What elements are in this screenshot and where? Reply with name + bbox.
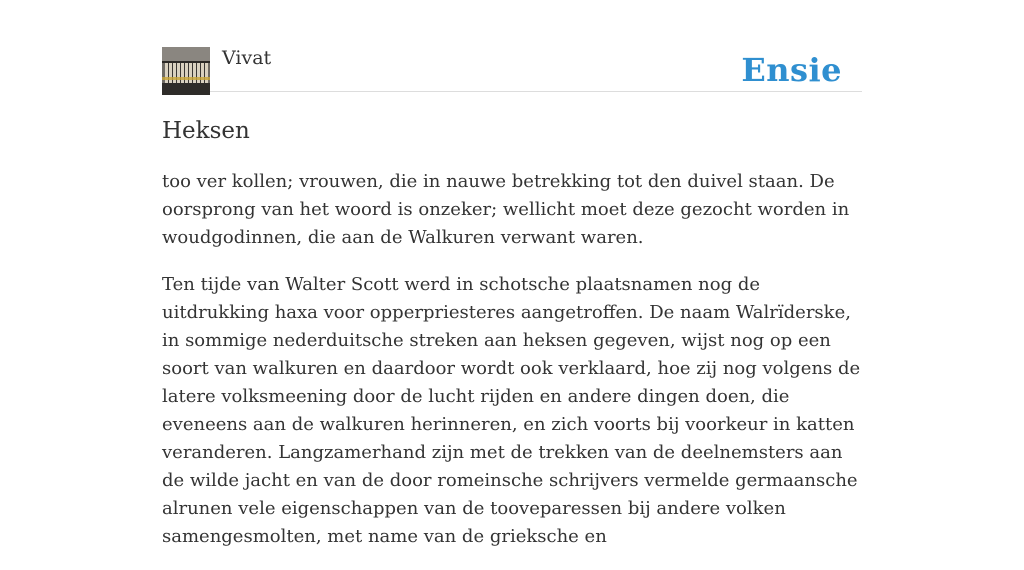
author-avatar[interactable] bbox=[162, 47, 210, 95]
article-body bbox=[162, 168, 862, 570]
header bbox=[162, 0, 862, 92]
site-logo[interactable]: Ensie bbox=[741, 51, 842, 89]
article-paragraph: too ver kollen; vrouwen, die in nauwe betrekking tot den duivel staan. De oorsprong van het woord is onzeker; wellicht moet deze gezocht worden in woudgodinnen, die aan de Walkuren verwant waren. bbox=[162, 171, 850, 248]
article-page bbox=[162, 0, 862, 547]
article-title: Heksen bbox=[162, 118, 250, 144]
bookshelf-avatar-image bbox=[162, 47, 210, 95]
author-name[interactable]: Vivat bbox=[222, 47, 272, 69]
article-paragraph: Ten tijde van Walter Scott werd in schotsche plaatsnamen nog de uitdrukking haxa voor opperpriesteres aangetroffen. De naam Walrïderske, in sommige nederduitsche streken aan heksen gegeven, wijst nog op een soort van walkuren en daardoor wordt ook verklaard, hoe zij nog volgens de latere volksmeening door de lucht rijden en andere dingen doen, die eveneens aan de walkuren herinneren, en zich voorts bij voorkeur in katten veranderen. Langzamerhand zijn met de trekken van de deelnemsters aan de wilde jacht en van de door romeinsche schrijvers vermelde germaansche alrunen vele eigenschappen van de tooveparessen bij andere volken samengesmolten, met name van de grieksche en bbox=[162, 274, 861, 547]
